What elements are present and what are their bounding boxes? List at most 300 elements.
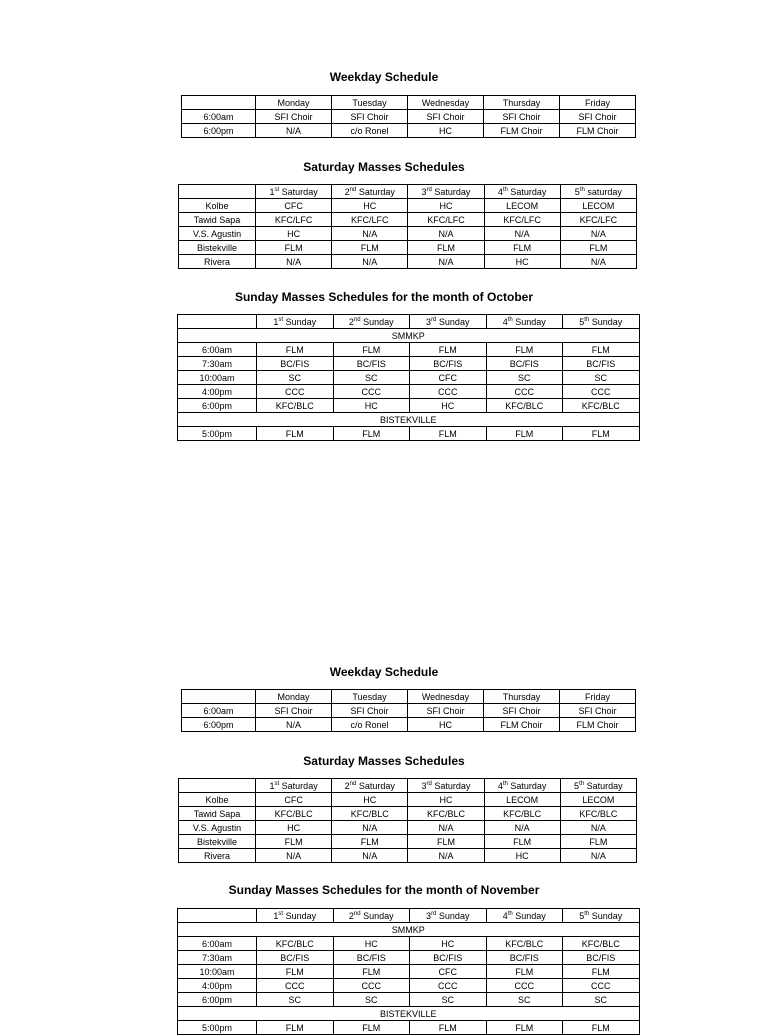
table-row <box>178 427 640 441</box>
table-cell: FLM <box>256 241 332 255</box>
ordinal-word: Sunday <box>591 316 623 327</box>
ordinal-number: 4 <box>502 910 508 921</box>
table-row <box>179 821 637 835</box>
table-cell: KFC/LFC <box>332 213 408 227</box>
ordinal-word: Saturday <box>510 186 547 197</box>
table-cell: FLM <box>563 427 640 441</box>
corner-cell <box>182 96 256 110</box>
ordinal-number: 2 <box>348 316 354 327</box>
table-cell: FLM <box>410 427 487 441</box>
ordinal-number: 2 <box>344 780 350 791</box>
table-cell: N/A <box>408 255 484 269</box>
ordinal-word: Saturday <box>281 780 318 791</box>
ordinal-word: Sunday <box>515 910 546 921</box>
column-header <box>256 185 332 199</box>
table-cell: N/A <box>256 849 332 863</box>
table-cell: BC/FIS <box>563 357 640 371</box>
section-title: Weekday Schedule <box>329 70 439 84</box>
table-cell: SFI Choir <box>484 110 560 124</box>
table-cell: FLM <box>486 343 563 357</box>
column-header: Tuesday <box>332 690 408 704</box>
column-header: Wednesday <box>408 690 484 704</box>
table-cell: KFC/LFC <box>256 213 332 227</box>
ordinal-suffix: rd <box>431 316 437 323</box>
table-cell: SC <box>333 371 410 385</box>
table-cell: SC <box>257 993 334 1007</box>
table-row <box>179 241 637 255</box>
group-label: BISTEKVILLE <box>178 1007 640 1021</box>
table-cell: CCC <box>410 979 487 993</box>
table-cell: CCC <box>563 979 640 993</box>
ordinal-number: 5 <box>574 780 580 791</box>
ordinal-number: 3 <box>421 780 427 791</box>
table-cell: FLM <box>410 1021 487 1035</box>
table-cell: HC <box>332 793 408 807</box>
column-header <box>486 315 563 329</box>
table-cell: FLM <box>563 1021 640 1035</box>
row-label: 6:00pm <box>182 124 256 138</box>
table-cell: CCC <box>486 385 563 399</box>
table-cell: HC <box>408 124 484 138</box>
corner-cell <box>178 315 257 329</box>
table-cell: HC <box>333 399 410 413</box>
row-label: 7:30am <box>178 357 257 371</box>
ordinal-suffix: st <box>274 186 280 193</box>
ordinal-word: Sunday <box>285 910 317 921</box>
column-header <box>560 185 636 199</box>
schedule-table <box>181 95 636 138</box>
table-cell: FLM <box>256 835 332 849</box>
header-row <box>178 315 640 329</box>
table-row <box>182 704 636 718</box>
ordinal-suffix: th <box>502 186 508 193</box>
table-cell: N/A <box>560 255 636 269</box>
table-cell: BC/FIS <box>257 357 334 371</box>
row-label: 6:00pm <box>182 718 256 732</box>
table-cell: BC/FIS <box>410 951 487 965</box>
table-cell: BC/FIS <box>563 951 640 965</box>
ordinal-number: 2 <box>344 186 350 197</box>
table-cell: HC <box>408 793 484 807</box>
table-row <box>179 835 637 849</box>
ordinal-word: Saturday <box>358 186 395 197</box>
table-cell: N/A <box>332 227 408 241</box>
table-cell: FLM <box>333 965 410 979</box>
table-cell: HC <box>256 821 332 835</box>
ordinal-word: Sunday <box>363 316 394 327</box>
table-cell: CFC <box>256 199 332 213</box>
corner-cell <box>179 779 256 793</box>
corner-cell <box>179 185 256 199</box>
table-cell: SC <box>563 371 640 385</box>
table-cell: CFC <box>256 793 332 807</box>
row-label: 5:00pm <box>178 1021 257 1035</box>
corner-cell <box>178 909 257 923</box>
table-row <box>178 343 640 357</box>
table-cell: FLM Choir <box>484 718 560 732</box>
table-cell: CFC <box>410 965 487 979</box>
table-cell: HC <box>408 199 484 213</box>
table-cell: LECOM <box>560 793 636 807</box>
table-cell: FLM <box>333 343 410 357</box>
ordinal-number: 1 <box>273 316 279 327</box>
ordinal-suffix: st <box>278 316 284 323</box>
table-cell: KFC/LFC <box>408 213 484 227</box>
table-cell: FLM <box>257 427 334 441</box>
table-cell: FLM <box>408 835 484 849</box>
group-label: BISTEKVILLE <box>178 413 640 427</box>
table-cell: SC <box>257 371 334 385</box>
ordinal-suffix: nd <box>353 910 361 917</box>
ordinal-suffix: nd <box>349 186 357 193</box>
table-cell: HC <box>256 227 332 241</box>
ordinal-number: 4 <box>497 780 503 791</box>
header-row <box>179 185 637 199</box>
column-header <box>408 779 484 793</box>
table-cell: BC/FIS <box>257 951 334 965</box>
table-cell: HC <box>333 937 410 951</box>
ordinal-word: Saturday <box>586 780 623 791</box>
table-cell: SC <box>563 993 640 1007</box>
table-cell: SFI Choir <box>256 110 332 124</box>
column-header <box>563 315 640 329</box>
table-cell: N/A <box>408 821 484 835</box>
table-cell: FLM <box>486 965 563 979</box>
table-cell: KFC/BLC <box>486 937 563 951</box>
table-cell: N/A <box>408 227 484 241</box>
table-cell: CCC <box>333 385 410 399</box>
header-row <box>182 96 636 110</box>
table-cell: SFI Choir <box>332 704 408 718</box>
ordinal-suffix: th <box>507 910 513 917</box>
row-label: Kolbe <box>179 199 256 213</box>
table-cell: KFC/LFC <box>560 213 636 227</box>
table-row <box>182 124 636 138</box>
ordinal-number: 1 <box>269 186 275 197</box>
row-label: 4:00pm <box>178 979 257 993</box>
ordinal-number: 3 <box>426 316 432 327</box>
table-cell: FLM <box>484 835 560 849</box>
schedule-table <box>181 689 636 732</box>
column-header: Thursday <box>484 690 560 704</box>
table-cell: FLM <box>560 835 636 849</box>
ordinal-number: 5 <box>579 316 585 327</box>
section-title: Saturday Masses Schedules <box>303 754 465 768</box>
section-title: Weekday Schedule <box>329 665 439 679</box>
column-header <box>256 779 332 793</box>
table-cell: SFI Choir <box>484 704 560 718</box>
table-cell: KFC/BLC <box>408 807 484 821</box>
table-cell: KFC/BLC <box>563 937 640 951</box>
table-row <box>179 255 637 269</box>
table-cell: FLM Choir <box>484 124 560 138</box>
table-cell: LECOM <box>484 199 560 213</box>
table-cell: FLM <box>486 1021 563 1035</box>
header-row <box>182 690 636 704</box>
column-header <box>333 315 410 329</box>
ordinal-number: 3 <box>426 910 432 921</box>
table-cell: N/A <box>560 821 636 835</box>
table-cell: FLM <box>333 427 410 441</box>
table-row <box>179 199 637 213</box>
table-cell: HC <box>408 718 484 732</box>
table-cell: N/A <box>256 124 332 138</box>
column-header <box>257 315 334 329</box>
ordinal-suffix: th <box>579 780 585 787</box>
group-row <box>178 413 640 427</box>
ordinal-suffix: th <box>584 316 590 323</box>
table-cell: N/A <box>408 849 484 863</box>
table-cell: N/A <box>332 821 408 835</box>
ordinal-word: Sunday <box>438 316 470 327</box>
group-row <box>178 923 640 937</box>
table-row <box>178 951 640 965</box>
column-header: Friday <box>560 690 636 704</box>
column-header: Wednesday <box>408 96 484 110</box>
table-row <box>178 937 640 951</box>
table-cell: SFI Choir <box>408 110 484 124</box>
table-cell: LECOM <box>560 199 636 213</box>
ordinal-number: 4 <box>497 186 503 197</box>
ordinal-suffix: rd <box>426 186 432 193</box>
ordinal-number: 2 <box>348 910 354 921</box>
table-cell: N/A <box>332 849 408 863</box>
table-cell: SFI Choir <box>408 704 484 718</box>
table-row <box>178 399 640 413</box>
column-header <box>486 909 563 923</box>
ordinal-suffix: nd <box>353 316 361 323</box>
row-label: 10:00am <box>178 371 257 385</box>
table-cell: N/A <box>560 227 636 241</box>
table-cell: c/o Ronel <box>332 124 408 138</box>
ordinal-suffix: th <box>507 316 513 323</box>
ordinal-suffix: st <box>274 780 280 787</box>
table-cell: FLM Choir <box>560 124 636 138</box>
table-cell: FLM <box>410 343 487 357</box>
ordinal-word: Saturday <box>358 780 395 791</box>
table-cell: KFC/BLC <box>257 399 334 413</box>
column-header <box>332 185 408 199</box>
table-cell: CCC <box>410 385 487 399</box>
table-cell: KFC/BLC <box>563 399 640 413</box>
column-header <box>257 909 334 923</box>
table-cell: KFC/BLC <box>332 807 408 821</box>
table-cell: FLM <box>563 965 640 979</box>
table-cell: SC <box>486 993 563 1007</box>
ordinal-word: Saturday <box>434 780 471 791</box>
ordinal-suffix: nd <box>349 780 357 787</box>
table-cell: KFC/BLC <box>257 937 334 951</box>
table-cell: SC <box>486 371 563 385</box>
table-cell: N/A <box>484 227 560 241</box>
table-cell: N/A <box>484 821 560 835</box>
ordinal-suffix: rd <box>426 780 432 787</box>
table-cell: FLM <box>257 343 334 357</box>
table-cell: CFC <box>410 371 487 385</box>
table-row <box>178 979 640 993</box>
row-label: 6:00pm <box>178 399 257 413</box>
column-header <box>484 779 560 793</box>
schedule-table <box>177 908 640 1035</box>
ordinal-suffix: th <box>584 910 590 917</box>
row-label: 6:00am <box>182 110 256 124</box>
table-cell: c/o Ronel <box>332 718 408 732</box>
table-cell: KFC/BLC <box>486 399 563 413</box>
table-cell: HC <box>410 399 487 413</box>
group-row <box>178 329 640 343</box>
table-cell: CCC <box>333 979 410 993</box>
ordinal-word: Sunday <box>438 910 470 921</box>
table-cell: HC <box>484 255 560 269</box>
table-cell: HC <box>332 199 408 213</box>
table-cell: CCC <box>257 385 334 399</box>
table-row <box>179 227 637 241</box>
table-cell: FLM <box>332 241 408 255</box>
row-label: Rivera <box>179 849 256 863</box>
row-label: Kolbe <box>179 793 256 807</box>
ordinal-word: Saturday <box>510 780 547 791</box>
table-cell: N/A <box>332 255 408 269</box>
row-label: 6:00am <box>182 704 256 718</box>
ordinal-word: Sunday <box>363 910 394 921</box>
ordinal-word: Sunday <box>285 316 317 327</box>
table-row <box>182 110 636 124</box>
table-cell: LECOM <box>484 793 560 807</box>
table-cell: FLM <box>332 835 408 849</box>
section-title: Saturday Masses Schedules <box>303 160 465 174</box>
table-cell: HC <box>484 849 560 863</box>
table-row <box>178 385 640 399</box>
ordinal-number: 3 <box>421 186 427 197</box>
ordinal-word: saturday <box>587 186 622 197</box>
header-row <box>179 779 637 793</box>
table-row <box>178 965 640 979</box>
table-cell: SFI Choir <box>560 704 636 718</box>
ordinal-number: 5 <box>579 910 585 921</box>
row-label: Tawid Sapa <box>179 807 256 821</box>
table-cell: HC <box>410 937 487 951</box>
table-cell: BC/FIS <box>486 357 563 371</box>
table-cell: N/A <box>560 849 636 863</box>
table-cell: KFC/BLC <box>560 807 636 821</box>
table-row <box>179 793 637 807</box>
row-label: Bistekville <box>179 835 256 849</box>
header-row <box>178 909 640 923</box>
group-label: SMMKP <box>178 923 640 937</box>
table-cell: KFC/LFC <box>484 213 560 227</box>
ordinal-word: Sunday <box>515 316 546 327</box>
section-title: Sunday Masses Schedules for the month of October <box>234 290 534 304</box>
table-cell: FLM <box>560 241 636 255</box>
table-cell: BC/FIS <box>333 357 410 371</box>
table-cell: FLM <box>257 1021 334 1035</box>
column-header <box>563 909 640 923</box>
table-cell: BC/FIS <box>486 951 563 965</box>
column-header: Thursday <box>484 96 560 110</box>
ordinal-suffix: st <box>278 910 284 917</box>
column-header <box>408 185 484 199</box>
table-cell: KFC/BLC <box>484 807 560 821</box>
table-cell: BC/FIS <box>410 357 487 371</box>
row-label: 6:00am <box>178 937 257 951</box>
column-header: Monday <box>256 96 332 110</box>
table-cell: N/A <box>256 255 332 269</box>
table-row <box>179 849 637 863</box>
ordinal-number: 4 <box>502 316 508 327</box>
column-header <box>484 185 560 199</box>
ordinal-suffix: rd <box>431 910 437 917</box>
column-header: Tuesday <box>332 96 408 110</box>
table-cell: SFI Choir <box>560 110 636 124</box>
table-cell: FLM <box>408 241 484 255</box>
ordinal-suffix: th <box>579 186 585 193</box>
corner-cell <box>182 690 256 704</box>
ordinal-number: 5 <box>574 186 580 197</box>
ordinal-number: 1 <box>269 780 275 791</box>
table-row <box>178 1021 640 1035</box>
table-cell: SC <box>410 993 487 1007</box>
ordinal-word: Saturday <box>434 186 471 197</box>
row-label: 6:00pm <box>178 993 257 1007</box>
column-header <box>410 909 487 923</box>
row-label: 6:00am <box>178 343 257 357</box>
table-cell: CCC <box>563 385 640 399</box>
ordinal-word: Sunday <box>591 910 623 921</box>
row-label: 7:30am <box>178 951 257 965</box>
schedule-table <box>178 184 637 269</box>
column-header <box>560 779 636 793</box>
ordinal-suffix: th <box>502 780 508 787</box>
table-row <box>178 993 640 1007</box>
ordinal-number: 1 <box>273 910 279 921</box>
table-cell: BC/FIS <box>333 951 410 965</box>
table-cell: SC <box>333 993 410 1007</box>
section-title: Sunday Masses Schedules for the month of November <box>228 883 540 897</box>
group-label: SMMKP <box>178 329 640 343</box>
group-row <box>178 1007 640 1021</box>
table-row <box>179 807 637 821</box>
table-cell: CCC <box>486 979 563 993</box>
table-row <box>179 213 637 227</box>
row-label: Tawid Sapa <box>179 213 256 227</box>
row-label: 4:00pm <box>178 385 257 399</box>
column-header: Monday <box>256 690 332 704</box>
table-row <box>182 718 636 732</box>
table-cell: CCC <box>257 979 334 993</box>
table-row <box>178 371 640 385</box>
column-header <box>332 779 408 793</box>
table-cell: FLM Choir <box>560 718 636 732</box>
table-cell: FLM <box>257 965 334 979</box>
row-label: V.S. Agustin <box>179 821 256 835</box>
table-cell: SFI Choir <box>332 110 408 124</box>
row-label: 5:00pm <box>178 427 257 441</box>
column-header: Friday <box>560 96 636 110</box>
table-cell: FLM <box>333 1021 410 1035</box>
row-label: Rivera <box>179 255 256 269</box>
table-cell: FLM <box>484 241 560 255</box>
column-header <box>333 909 410 923</box>
table-cell: KFC/BLC <box>256 807 332 821</box>
column-header <box>410 315 487 329</box>
schedule-table <box>177 314 640 441</box>
table-cell: SFI Choir <box>256 704 332 718</box>
table-cell: FLM <box>563 343 640 357</box>
schedule-table <box>178 778 637 863</box>
table-cell: FLM <box>486 427 563 441</box>
table-cell: N/A <box>256 718 332 732</box>
ordinal-word: Saturday <box>281 186 318 197</box>
